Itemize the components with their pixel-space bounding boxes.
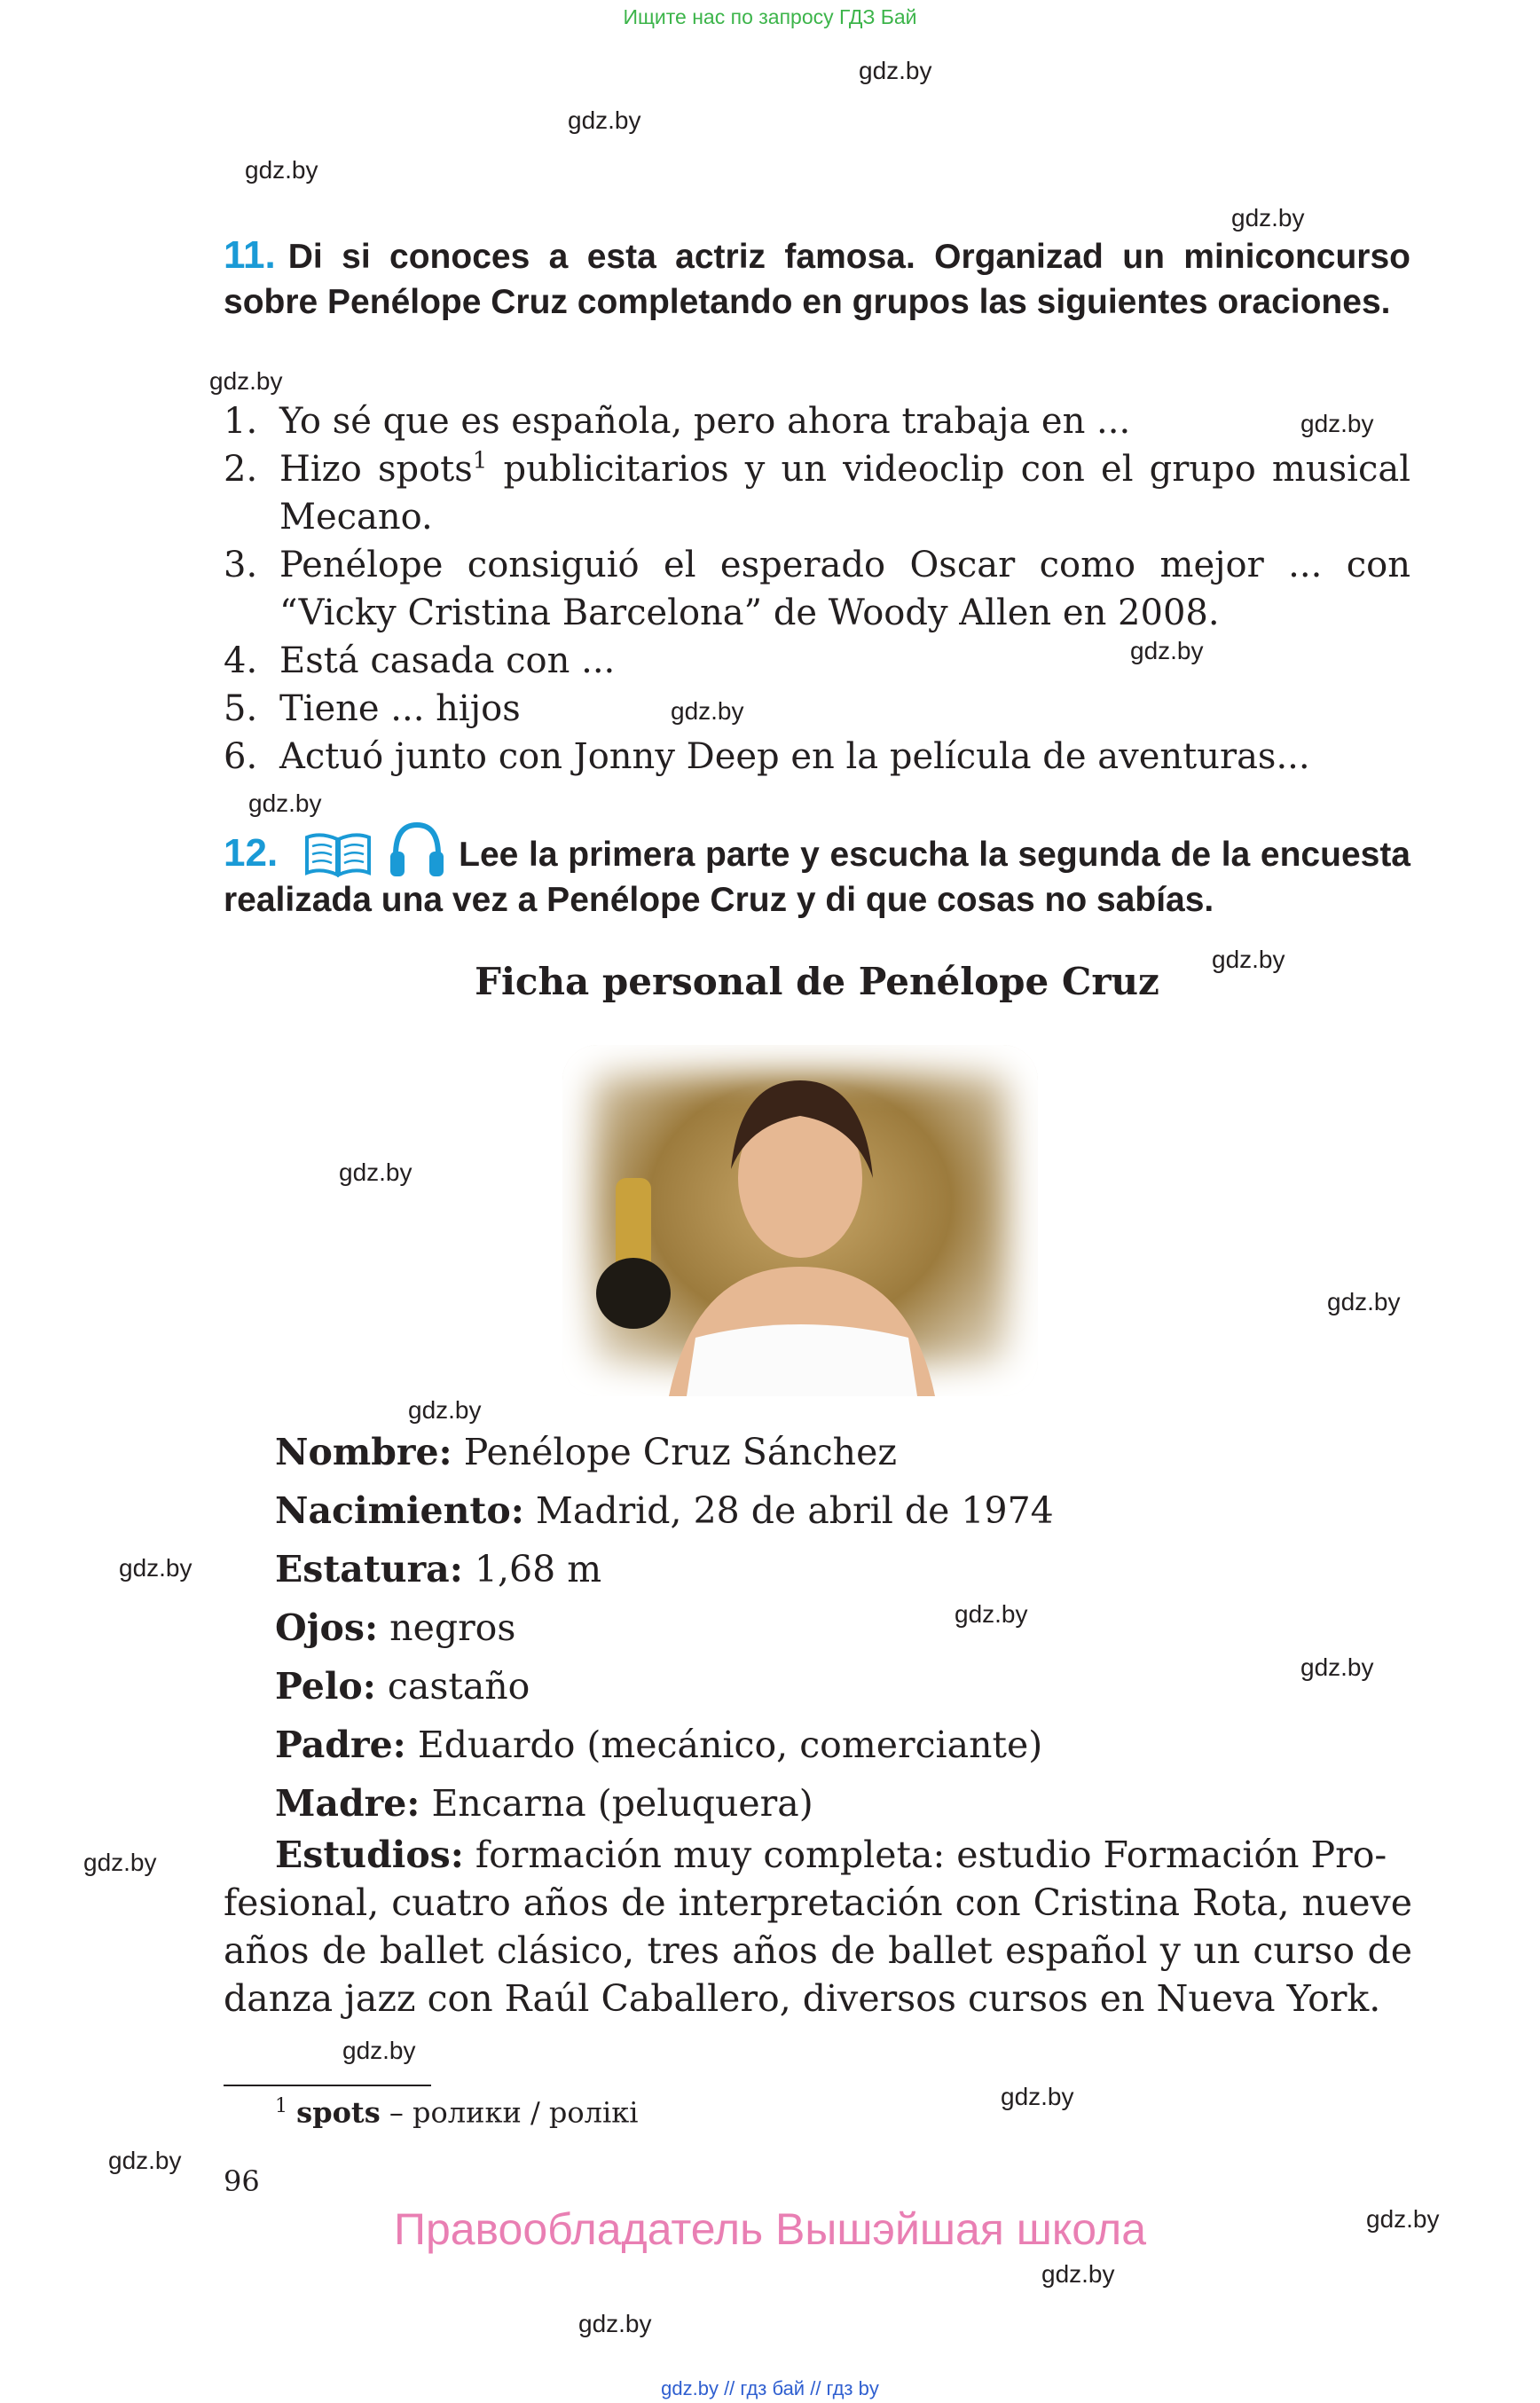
watermark: gdz.by [671, 697, 744, 725]
item-number: 6. [224, 736, 258, 777]
item-text: publicitarios y un videoclip con el grupo musical Mecano. [279, 449, 1410, 538]
profile-facts [275, 1423, 1412, 1833]
item-text: Actuó junto con Jonny Deep en la película de aventuras... [279, 736, 1310, 777]
fact-ojos: Ojos: negros [275, 1606, 516, 1649]
page-number: 96 [224, 2164, 260, 2198]
top-banner[interactable]: Ищите нас по запросу ГДЗ Бай [623, 5, 917, 28]
list-item [224, 637, 1410, 685]
watermark: gdz.by [108, 2147, 182, 2174]
watermark: gdz.by [1327, 1288, 1401, 1315]
fact-pelo: Pelo: castaño [275, 1665, 530, 1708]
fact-nacimiento: Nacimiento: Madrid, 28 de abril de 1974 [275, 1489, 1054, 1532]
watermark: gdz.by [1001, 2083, 1074, 2110]
item-text: Yo sé que es española, pero ahora trabaja en ... [279, 401, 1131, 442]
penelope-cruz-photo [562, 1045, 1038, 1396]
item-number: 1. [224, 401, 258, 442]
fact-nombre: Nombre: Penélope Cruz Sánchez [275, 1431, 897, 1473]
fact-estudios: Estudios: formación muy completa: estudio Formación Pro- [275, 1834, 1387, 1876]
item-number: 3. [224, 545, 258, 585]
watermark: gdz.by [1212, 946, 1285, 973]
open-book-icon [303, 830, 373, 878]
fact-madre: Madre: Encarna (peluquera) [275, 1782, 813, 1825]
watermark: gdz.by [859, 57, 932, 84]
footnote-divider [224, 2085, 431, 2086]
watermark: gdz.by [209, 367, 283, 395]
copyright-notice: Правообладатель Вышэйшая школа [394, 2204, 1146, 2254]
item-number: 4. [224, 640, 258, 681]
watermark: gdz.by [248, 789, 322, 817]
exercise-number: 12. [224, 831, 279, 875]
watermark: gdz.by [339, 1158, 412, 1186]
watermark: gdz.by [1130, 637, 1204, 664]
item-text: Tiene ... hijos [279, 688, 521, 729]
item-number: 2. [224, 449, 258, 490]
exercise-11-list [224, 397, 1410, 781]
profile-title: Ficha personal de Penélope Cruz [475, 960, 1159, 1003]
item-text: Está casada con ... [279, 640, 616, 681]
fact-padre: Padre: Eduardo (mecánico, comerciante) [275, 1724, 1043, 1766]
watermark: gdz.by [1366, 2205, 1440, 2233]
watermark: gdz.by [1300, 410, 1374, 437]
watermark: gdz.by [568, 106, 641, 134]
list-item [224, 397, 1410, 445]
watermark: gdz.by [1300, 1653, 1374, 1681]
exercise-11-heading [224, 232, 1410, 325]
watermark: gdz.by [1041, 2260, 1115, 2288]
list-item [224, 733, 1410, 781]
headphones-icon [389, 820, 445, 880]
footnote: $^1$ spots – ролики / ролiкi [275, 2095, 639, 2130]
exercise-instruction: Lee la primera parte y escucha la segunda de la encuesta realizada una vez a Penélope Cruz y di que cosas no sabías. [224, 836, 1410, 919]
watermark: gdz.by [955, 1600, 1028, 1628]
watermark: gdz.by [119, 1554, 192, 1582]
item-text: Hizo spots [279, 449, 473, 490]
watermark: gdz.by [408, 1396, 482, 1424]
footnote-ref: 1 [472, 447, 488, 475]
fact-estudios-continued: fesional, cuatro años de interpretación con Cristina Rota, nueve años de ballet clásico, tres años de ballet español y un curso de danza jazz con Raúl Caballero, diversos cursos en Nueva York. [224, 1881, 1412, 2020]
bottom-links[interactable]: gdz.by // гдз бай // гдз by [661, 2377, 879, 2399]
watermark: gdz.by [342, 2037, 416, 2064]
exercise-number: 11. [224, 233, 276, 277]
item-number: 5. [224, 688, 258, 729]
list-item [224, 685, 1410, 733]
watermark: gdz.by [1231, 204, 1305, 232]
fact-estatura: Estatura: 1,68 m [275, 1548, 602, 1590]
watermark: gdz.by [83, 1849, 157, 1876]
item-text: Penélope consiguió el esperado Oscar como mejor ... con “Vicky Cristina Barcelona” de Woody Allen en 2008. [279, 545, 1410, 633]
list-item [224, 445, 1410, 541]
watermark: gdz.by [245, 156, 318, 184]
list-item [224, 541, 1410, 637]
watermark: gdz.by [578, 2310, 652, 2337]
exercise-instruction: Di si conoces a esta actriz famosa. Organizad un miniconcurso sobre Penélope Cruz completando en grupos las siguientes oraciones. [224, 238, 1410, 321]
